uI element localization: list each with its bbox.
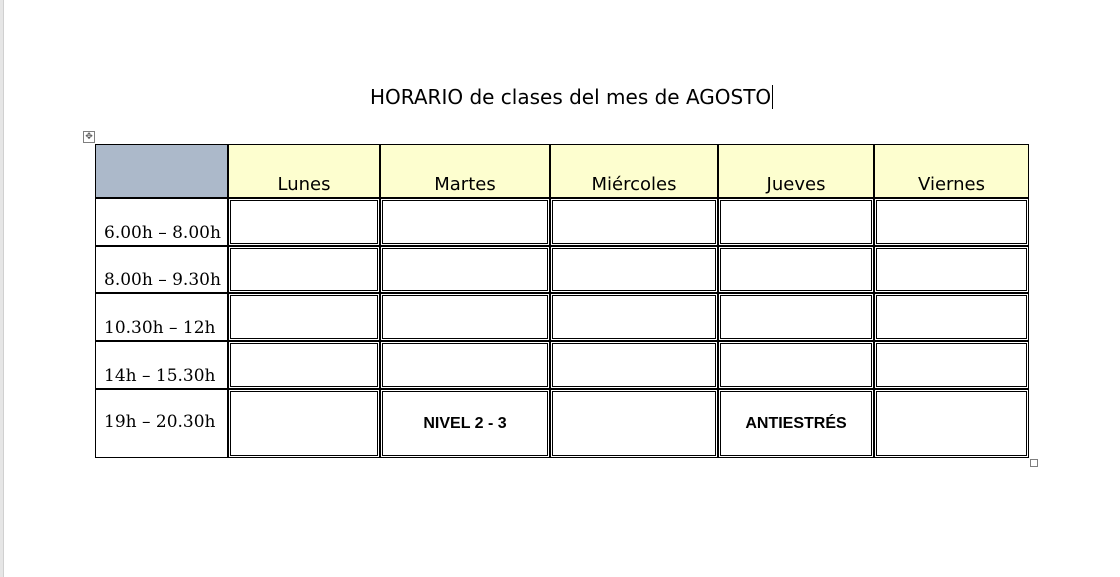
day-label: Lunes (277, 174, 331, 195)
schedule-cell[interactable] (550, 389, 718, 458)
header-cell-lunes[interactable] (228, 144, 380, 198)
schedule-cell[interactable] (228, 389, 380, 458)
time-label: 8.00h – 9.30h (104, 270, 221, 290)
class-label: NIVEL 2 - 3 (423, 414, 507, 432)
schedule-cell[interactable] (380, 198, 550, 246)
class-label (553, 344, 715, 386)
schedule-cell[interactable] (228, 246, 380, 293)
schedule-cell[interactable] (874, 389, 1029, 458)
schedule-cell[interactable] (550, 293, 718, 341)
header-cell-miercoles[interactable] (550, 144, 718, 198)
document-title-text: HORARIO de clases del mes de AGOSTO (370, 85, 772, 109)
schedule-cell[interactable] (380, 341, 550, 389)
schedule-cell[interactable] (718, 198, 874, 246)
schedule-cell[interactable] (718, 341, 874, 389)
schedule-cell[interactable] (718, 246, 874, 293)
day-label: Miércoles (591, 174, 677, 195)
class-label (877, 344, 1026, 386)
class-label (553, 249, 715, 290)
schedule-cell[interactable] (550, 341, 718, 389)
time-label: 6.00h – 8.00h (104, 223, 221, 243)
schedule-cell[interactable] (718, 389, 874, 458)
time-label: 10.30h – 12h (104, 318, 216, 338)
day-label: Martes (434, 174, 496, 195)
class-label (553, 392, 715, 455)
time-label: 14h – 15.30h (104, 366, 216, 386)
class-label (383, 344, 547, 386)
day-label: Jueves (766, 174, 826, 195)
schedule-cell[interactable] (874, 341, 1029, 389)
schedule-cell[interactable] (228, 198, 380, 246)
class-label (383, 201, 547, 243)
time-cell[interactable] (95, 341, 228, 389)
schedule-cell[interactable] (380, 389, 550, 458)
header-cell-jueves[interactable] (718, 144, 874, 198)
class-label (553, 296, 715, 338)
class-label (231, 392, 377, 455)
schedule-cell[interactable] (228, 293, 380, 341)
class-label (877, 392, 1026, 455)
class-label: ANTIESTRÉS (745, 414, 847, 432)
corner-cell[interactable] (95, 144, 228, 198)
table-resize-handle-icon[interactable] (1030, 459, 1038, 467)
class-label (553, 201, 715, 243)
schedule-cell[interactable] (550, 246, 718, 293)
schedule-cell[interactable] (550, 198, 718, 246)
table-move-handle-icon[interactable]: ✥ (83, 131, 95, 143)
schedule-cell[interactable] (874, 246, 1029, 293)
schedule-cell[interactable] (380, 293, 550, 341)
class-label (721, 201, 871, 243)
class-label (383, 296, 547, 338)
class-label (231, 201, 377, 243)
schedule-cell[interactable] (228, 341, 380, 389)
class-label (721, 296, 871, 338)
time-cell[interactable] (95, 246, 228, 293)
schedule-cell[interactable] (874, 293, 1029, 341)
class-label (877, 201, 1026, 243)
page-edge (0, 0, 4, 577)
class-label (877, 249, 1026, 290)
class-label (231, 249, 377, 290)
schedule-cell[interactable] (874, 198, 1029, 246)
time-cell[interactable] (95, 389, 228, 458)
header-cell-martes[interactable] (380, 144, 550, 198)
time-cell[interactable] (95, 293, 228, 341)
time-label: 19h – 20.30h (104, 412, 216, 432)
day-label: Viernes (918, 174, 985, 195)
class-label (231, 344, 377, 386)
schedule-cell[interactable] (380, 246, 550, 293)
schedule-cell[interactable] (718, 293, 874, 341)
text-cursor (772, 85, 773, 109)
class-label (383, 249, 547, 290)
class-label (721, 249, 871, 290)
time-cell[interactable] (95, 198, 228, 246)
document-title[interactable] (370, 84, 773, 110)
class-label (721, 344, 871, 386)
header-cell-viernes[interactable] (874, 144, 1029, 198)
class-label (231, 296, 377, 338)
class-label (877, 296, 1026, 338)
